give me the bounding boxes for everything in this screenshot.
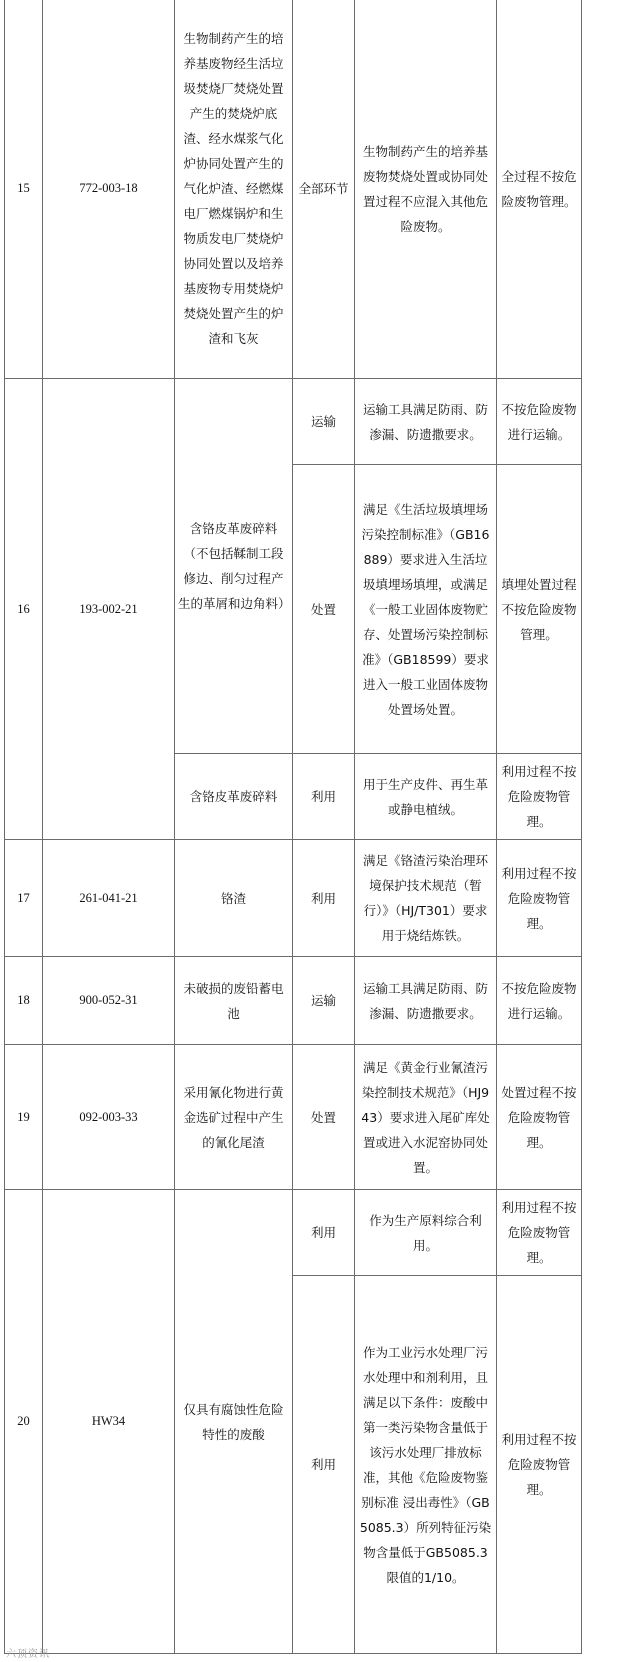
exempt-condition: 运输工具满足防雨、防渗漏、防遗撒要求。 — [355, 957, 497, 1045]
table-row-17 — [5, 840, 582, 957]
waste-name: 铬渣 — [175, 840, 293, 957]
row-number: 17 — [5, 840, 43, 957]
exemption-list-table — [4, 0, 582, 1654]
table-row-15 — [5, 0, 582, 379]
exempt-stage: 利用 — [293, 1276, 355, 1654]
exempt-condition: 满足《黄金行业氰渣污染控制技术规范》（HJ943）要求进入尾矿库处置或进入水泥窑协同处置。 — [355, 1045, 497, 1190]
waste-name: 生物制药产生的培养基废物经生活垃圾焚烧厂焚烧处置产生的焚烧炉底渣、经水煤浆气化炉协同处置产生的气化炉渣、经燃煤电厂燃煤锅炉和生物质发电厂焚烧炉协同处置以及培养基废物专用焚烧炉焚烧处置产生的炉渣和飞灰 — [175, 0, 293, 379]
exempt-condition: 满足《生活垃圾填埋场污染控制标准》（GB16889）要求进入生活垃圾填埋场填埋，或满足《一般工业固体废物贮存、处置场污染控制标准》（GB18599）要求进入一般工业固体废物处置场处置。 — [355, 465, 497, 754]
waste-code: 092-003-33 — [43, 1045, 175, 1190]
exempt-content: 处置过程不按危险废物管理。 — [497, 1045, 582, 1190]
exempt-content: 全过程不按危险废物管理。 — [497, 0, 582, 379]
exempt-stage: 利用 — [293, 1190, 355, 1276]
exempt-content: 填埋处置过程不按危险废物管理。 — [497, 465, 582, 754]
waste-name: 含铬皮革废碎料 — [175, 754, 293, 840]
table-row-20 — [5, 1190, 582, 1276]
waste-name: 未破损的废铅蓄电池 — [175, 957, 293, 1045]
table-row-19 — [5, 1045, 582, 1190]
watermark: 六顶资讯 — [6, 1649, 50, 1660]
exempt-stage: 处置 — [293, 1045, 355, 1190]
exempt-stage: 运输 — [293, 379, 355, 465]
waste-name: 仅具有腐蚀性危险特性的废酸 — [175, 1190, 293, 1654]
exempt-condition: 用于生产皮件、再生革或静电植绒。 — [355, 754, 497, 840]
exempt-condition: 运输工具满足防雨、防渗漏、防遗撒要求。 — [355, 379, 497, 465]
exempt-content: 利用过程不按危险废物管理。 — [497, 754, 582, 840]
waste-name: 采用氰化物进行黄金选矿过程中产生的氰化尾渣 — [175, 1045, 293, 1190]
exempt-condition: 生物制药产生的培养基废物焚烧处置或协同处置过程不应混入其他危险废物。 — [355, 0, 497, 379]
row-number: 18 — [5, 957, 43, 1045]
exempt-condition: 作为工业污水处理厂污水处理中和剂利用，且满足以下条件：废酸中第一类污染物含量低于该污水处理厂排放标准，其他《危险废物鉴别标准 浸出毒性》（GB5085.3）所列特征污染物含量低于GB5085.3限值的1/10。 — [355, 1276, 497, 1654]
waste-code: HW34 — [43, 1190, 175, 1654]
waste-code: 261-041-21 — [43, 840, 175, 957]
exempt-stage: 全部环节 — [293, 0, 355, 379]
row-number: 16 — [5, 379, 43, 840]
exempt-condition: 满足《铬渣污染治理环境保护技术规范（暂行）》（HJ/T301）要求用于烧结炼铁。 — [355, 840, 497, 957]
table-row-16 — [5, 379, 582, 465]
waste-code: 900-052-31 — [43, 957, 175, 1045]
exempt-stage: 利用 — [293, 840, 355, 957]
exempt-stage: 处置 — [293, 465, 355, 754]
row-number: 15 — [5, 0, 43, 379]
exempt-stage: 运输 — [293, 957, 355, 1045]
row-number: 20 — [5, 1190, 43, 1654]
row-number: 19 — [5, 1045, 43, 1190]
exempt-condition: 作为生产原料综合利用。 — [355, 1190, 497, 1276]
exempt-content: 利用过程不按危险废物管理。 — [497, 1190, 582, 1276]
exempt-stage: 利用 — [293, 754, 355, 840]
waste-code: 193-002-21 — [43, 379, 175, 840]
exempt-content: 利用过程不按危险废物管理。 — [497, 840, 582, 957]
waste-name: 含铬皮革废碎料（不包括鞣制工段修边、削匀过程产生的革屑和边角料） — [175, 379, 293, 754]
exempt-content: 不按危险废物进行运输。 — [497, 957, 582, 1045]
table-row-18 — [5, 957, 582, 1045]
exempt-content: 利用过程不按危险废物管理。 — [497, 1276, 582, 1654]
exempt-content: 不按危险废物进行运输。 — [497, 379, 582, 465]
waste-code: 772-003-18 — [43, 0, 175, 379]
